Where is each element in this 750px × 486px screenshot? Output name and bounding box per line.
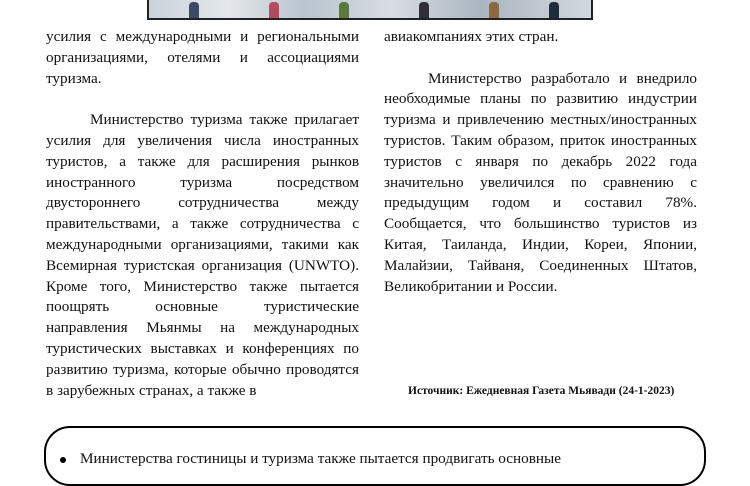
photo-figure bbox=[489, 2, 499, 18]
photo-figure bbox=[419, 2, 429, 18]
right-paragraph-continued: авиакомпаниях этих стран. bbox=[384, 28, 559, 45]
bullet-item bbox=[60, 450, 700, 468]
source-citation: Источник: Ежедневная Газета Мьявади (24-1-2023) bbox=[408, 385, 675, 397]
header-photo bbox=[147, 0, 593, 20]
left-paragraph-ministry: Министерство туризма также прилагает усилия для увеличения числа иностранных туристов, а также для расширения рынков иностранного туризма посредством двустороннего сотрудничества между правительствами, а также сотрудничества с международными организациями, такими как Всемирная туристская организация (UNWTO). Кроме того, Министерство также пытается поощрять основные туристические направления Мьянмы на международных туристических выставках и конференциях по развитию туризма, которые обычно проводятся в зарубежных странах, а также в bbox=[46, 111, 359, 399]
left-paragraph-continued: усилия с международными и региональными организациями, отелями и ассоциациями туризма. bbox=[46, 28, 359, 87]
left-column bbox=[46, 27, 359, 401]
bullet-text: Министерства гостиницы и туризма также пытается продвигать основные bbox=[80, 450, 561, 467]
photo-figure bbox=[269, 2, 279, 18]
bullet-box bbox=[44, 426, 706, 486]
photo-figure bbox=[549, 2, 559, 18]
photo-figure bbox=[339, 2, 349, 18]
right-paragraph-plans: Министерство разработало и внедрило необходимые планы по развитию индустрии туризма и привлечению местных/иностранных туристов. Таким образом, приток иностранных туристов с января по декабрь 2022 года значительно увеличился по сравнению с предыдущим годом и составил 78%. Сообщается, что большинство туристов из Китая, Таиланда, Индии, Кореи, Японии, Малайзии, Тайваня, Соединенных Штатов, Великобритании и России. bbox=[384, 69, 697, 295]
photo-figure bbox=[189, 2, 199, 18]
right-column bbox=[384, 27, 697, 297]
